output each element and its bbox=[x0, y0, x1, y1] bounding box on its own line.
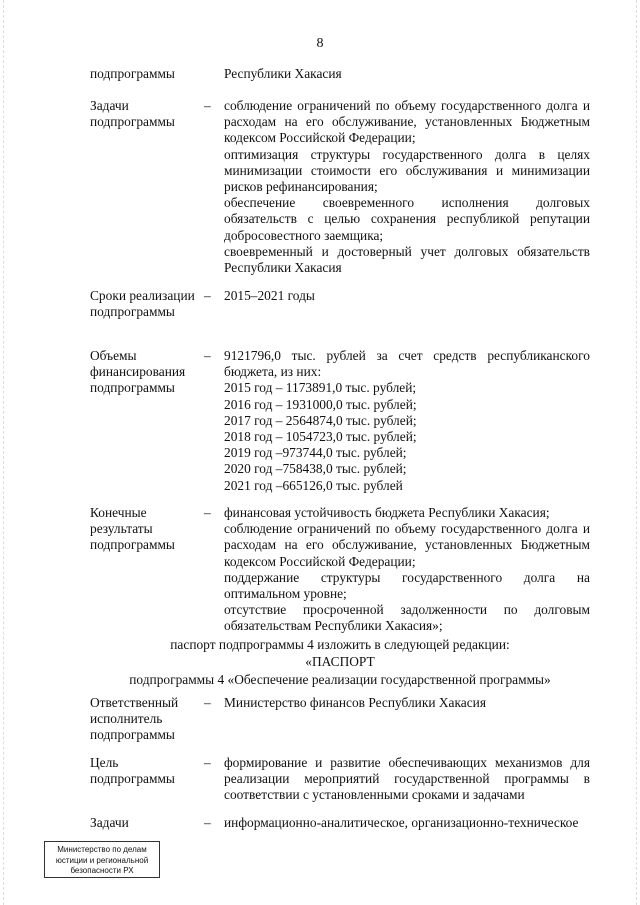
row-label: Задачи bbox=[90, 815, 129, 830]
funding-year-line: 2020 год –758438,0 тыс. рублей; bbox=[224, 461, 407, 477]
page-number: 8 bbox=[316, 36, 324, 51]
intro-line: паспорт подпрограммы 4 изложить в следующей редакции: bbox=[170, 637, 510, 652]
row-dash: – bbox=[204, 505, 211, 520]
passport-subtitle: подпрограммы 4 «Обеспечение реализации государственной программы» bbox=[129, 672, 551, 687]
row-value bbox=[224, 695, 590, 711]
value-paragraph: оптимизация структуры государственного долга в целях минимизации стоимости его обслуживания и минимизации рисков рефинансирования; bbox=[224, 146, 590, 195]
value-line: Республики Хакасия bbox=[224, 66, 342, 81]
stamp-line: безопасности РХ bbox=[70, 866, 134, 875]
value-paragraph: соблюдение ограничений по объему государственного долга и расходам на его обслуживание, установленных Бюджетным кодексом Российской Федерации; bbox=[224, 521, 590, 569]
funding-year-line: 2021 год –665126,0 тыс. рублей bbox=[224, 477, 403, 493]
row-label: Цель подпрограммы bbox=[90, 755, 175, 787]
funding-year-line: 2018 год – 1054723,0 тыс. рублей; bbox=[224, 429, 417, 445]
row-value bbox=[224, 288, 590, 304]
stamp-line: Министерство по делам bbox=[57, 845, 147, 854]
value-line: 2015–2021 годы bbox=[224, 288, 315, 303]
value-paragraph: своевременный и достоверный учет долговых обязательств Республики Хакасия bbox=[224, 243, 590, 276]
value-paragraph: формирование и развитие обеспечивающих механизмов для реализации мероприятий государственной программы в соответствии с установленными сроками и задачами bbox=[224, 755, 590, 803]
row-value bbox=[224, 815, 590, 831]
row-value bbox=[224, 98, 590, 276]
funding-year-line: 2015 год – 1173891,0 тыс. рублей; bbox=[224, 380, 417, 396]
row-dash: – bbox=[204, 98, 211, 113]
left-scan-edge bbox=[3, 0, 5, 905]
row-value bbox=[224, 66, 590, 82]
row-label: подпрограммы bbox=[90, 66, 175, 81]
value-paragraph: обеспечение своевременного исполнения долговых обязательств с целью сохранения республикой репутации добросовестного заемщика; bbox=[224, 195, 590, 243]
value-paragraph: соблюдение ограничений по объему государственного долга и расходам на его обслуживание, установленных Бюджетным кодексом Российской Федерации; bbox=[224, 98, 590, 146]
row-value bbox=[224, 755, 590, 804]
row-dash: – bbox=[204, 815, 211, 830]
stamp-line: юстиции и региональной bbox=[55, 855, 149, 865]
row-label: Сроки реализации подпрограммы bbox=[90, 288, 195, 320]
value-line: информационно-аналитическое, организационно-техническое bbox=[224, 815, 579, 830]
value-paragraph: финансовая устойчивость бюджета Республики Хакасия; bbox=[224, 505, 550, 520]
passport-title: «ПАСПОРТ bbox=[305, 654, 375, 669]
row-label: Ответственный исполнитель подпрограммы bbox=[90, 695, 179, 743]
value-paragraph: 9121796,0 тыс. рублей за счет средств республиканского бюджета, из них: bbox=[224, 348, 590, 380]
value-paragraph: отсутствие просроченной задолженности по долговым обязательствам Республики Хакасия»; bbox=[224, 602, 590, 634]
row-label: Объемы финансирования подпрограммы bbox=[90, 348, 186, 396]
ministry-stamp bbox=[44, 841, 160, 878]
funding-year-line: 2019 год –973744,0 тыс. рублей; bbox=[224, 445, 407, 461]
right-scan-edge bbox=[636, 0, 638, 905]
value-paragraph: поддержание структуры государственного долга на оптимальном уровне; bbox=[224, 569, 590, 602]
row-label: Конечные результаты подпрограммы bbox=[90, 505, 175, 553]
row-dash: – bbox=[204, 755, 211, 770]
row-dash: – bbox=[204, 695, 211, 710]
row-label: Задачи подпрограммы bbox=[90, 98, 175, 130]
row-dash: – bbox=[204, 348, 211, 363]
funding-year-line: 2017 год – 2564874,0 тыс. рублей; bbox=[224, 412, 417, 428]
value-line: Министерство финансов Республики Хакасия bbox=[224, 695, 486, 710]
row-value bbox=[224, 505, 590, 635]
row-value bbox=[224, 348, 590, 494]
row-dash: – bbox=[204, 288, 211, 303]
funding-year-line: 2016 год – 1931000,0 тыс. рублей; bbox=[224, 396, 417, 412]
